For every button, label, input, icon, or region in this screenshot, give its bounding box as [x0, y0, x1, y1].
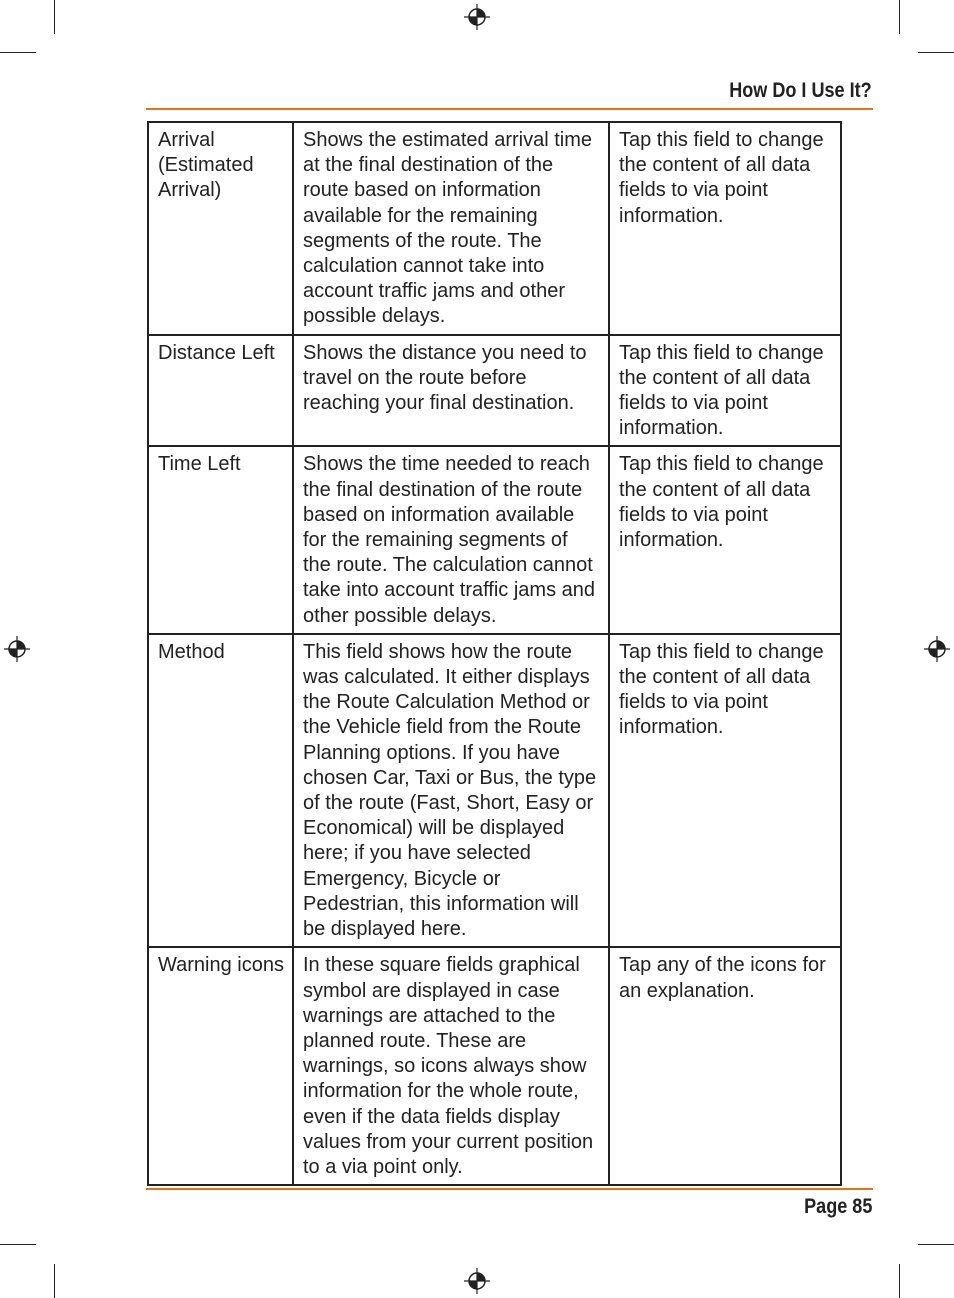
crop-mark: [0, 52, 36, 53]
registration-mark-icon: [4, 636, 30, 662]
field-action-cell: Tap this field to change the content of all data fields to via point information.: [609, 634, 841, 947]
field-name-cell: Time Left: [148, 446, 293, 633]
field-name-cell: Arrival (Estimated Arrival): [148, 122, 293, 335]
page-number: Page 85: [803, 1195, 872, 1218]
header-rule: [146, 108, 873, 110]
table-row: [148, 634, 841, 947]
field-description-cell: This field shows how the route was calculated. It either displays the Route Calculation Method or the Vehicle field from the Route Planning options. If you have chosen Car, Taxi or Bus, the type of the route (Fast, Short, Easy or Economical) will be displayed here; if you have selected Emergency, Bicycle or Pedestrian, this information will be displayed here.: [293, 634, 609, 947]
crop-mark: [918, 1244, 954, 1245]
field-action-cell: Tap any of the icons for an explanation.: [609, 947, 841, 1185]
table-row: [148, 335, 841, 447]
field-action-cell: Tap this field to change the content of all data fields to via point information.: [609, 446, 841, 633]
table-row: [148, 947, 841, 1185]
field-name-cell: Warning icons: [148, 947, 293, 1185]
page-header-title: How Do I Use It?: [729, 79, 872, 102]
registration-mark-icon: [924, 636, 950, 662]
crop-mark: [0, 1244, 36, 1245]
crop-mark: [54, 0, 55, 34]
crop-mark: [918, 52, 954, 53]
field-description-cell: In these square fields graphical symbol are displayed in case warnings are attached to the planned route. These are warnings, so icons always show information for the whole route, even if the data fields display values from your current position to a via point only.: [293, 947, 609, 1185]
field-description-cell: Shows the distance you need to travel on the route before reaching your final destination.: [293, 335, 609, 447]
data-fields-table: [147, 121, 842, 1186]
field-name-cell: Method: [148, 634, 293, 947]
field-name-cell: Distance Left: [148, 335, 293, 447]
field-description-cell: Shows the estimated arrival time at the final destination of the route based on information available for the remaining segments of the route. The calculation cannot take into account traffic jams and other possible delays.: [293, 122, 609, 335]
table-row: [148, 446, 841, 633]
registration-mark-icon: [464, 1268, 490, 1294]
field-action-cell: Tap this field to change the content of all data fields to via point information.: [609, 122, 841, 335]
footer-rule: [146, 1188, 873, 1190]
table-row: [148, 122, 841, 335]
crop-mark: [899, 0, 900, 34]
registration-mark-icon: [464, 4, 490, 30]
crop-mark: [899, 1264, 900, 1298]
field-action-cell: Tap this field to change the content of all data fields to via point information.: [609, 335, 841, 447]
field-description-cell: Shows the time needed to reach the final destination of the route based on information available for the remaining segments of the route. The calculation cannot take into account traffic jams and other possible delays.: [293, 446, 609, 633]
crop-mark: [54, 1264, 55, 1298]
